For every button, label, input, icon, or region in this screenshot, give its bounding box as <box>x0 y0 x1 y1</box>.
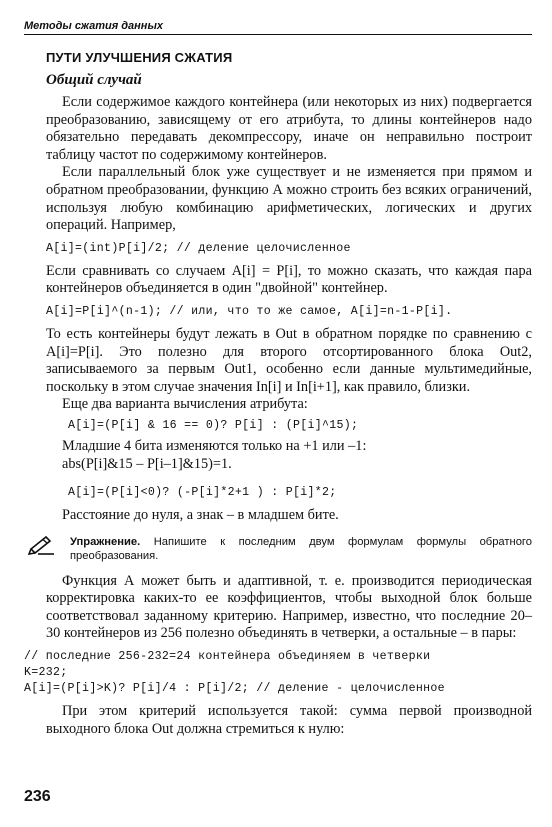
running-header: Методы сжатия данных <box>24 20 532 35</box>
code-line-4: A[i]=(P[i]<0)? (-P[i]*2+1 ) : P[i]*2; <box>68 486 337 500</box>
page-number: 236 <box>24 788 51 805</box>
section-title: ПУТИ УЛУЧШЕНИЯ СЖАТИЯ <box>46 50 233 65</box>
code-block-5: // последние 256-232=24 контейнера объединяем в четверки K=232; A[i]=(P[i]>K)? P[i]/4 : P[i]/2; // деление - целочисленное <box>24 650 445 696</box>
page-body <box>24 94 532 738</box>
paragraph-6a: Младшие 4 бита изменяются только на +1 или –1: <box>62 437 367 454</box>
subsection-title: Общий случай <box>46 72 142 88</box>
exercise-label: Упражнение. <box>70 535 141 548</box>
paragraph-1: Если содержимое каждого контейнера (или некоторых из них) подвергается преобразованию, зависящему от его атрибута, то длины контейнеров надо обязательно передавать декомпрессору, иначе он неправильно построит таблицу частот по содержимому контейнеров. <box>46 94 532 163</box>
code-line-1: A[i]=(int)P[i]/2; // деление целочисленное <box>46 241 351 255</box>
exercise-note <box>46 535 532 563</box>
paragraph-2: Если параллельный блок уже существует и не изменяется при прямом и обратном преобразовании, функцию А можно строить без всяких ограничений, используя любую комбинацию арифметических, логических и других операций. Например, <box>46 164 532 234</box>
exercise-text: Напишите к последним двум формулам формулы обратного преобразования. <box>70 535 532 562</box>
paragraph-6b: abs(P[i]&15 – P[i–1]&15)=1. <box>62 455 232 472</box>
paragraph-5: Еще два варианта вычисления атрибута: <box>62 396 308 413</box>
pencil-icon <box>28 533 56 555</box>
code-line-3: A[i]=(P[i] & 16 == 0)? P[i] : (P[i]^15); <box>68 418 359 432</box>
paragraph-8: Функция А может быть и адаптивной, т. е. производится периодическая корректировка каких-то ее коэффициентов, чтобы выходной блок больше соответствовал заданному критерию. Например, известно, что последние 20–30 контейнеров из 256 полезно объединять в четверки, а остальные – в пары: <box>46 572 532 642</box>
paragraph-3: Если сравнивать со случаем A[i] = P[i], то можно сказать, что каждая пара контейнеров объединяется в один "двойной" контейнер. <box>46 262 532 297</box>
code-line-2: A[i]=P[i]^(n-1); // или, что то же самое, A[i]=n-1-P[i]. <box>46 304 453 318</box>
paragraph-9: При этом критерий используется такой: сумма первой производной выходного блока Out должна стремиться к нулю: <box>46 703 532 737</box>
paragraph-4: То есть контейнеры будут лежать в Out в обратном порядке по сравнению с A[i]=P[i]. Это полезно для второго отсортированного блока Out2, записываемого за первым Out1, особенно если данные мультимедийные, поскольку в этом случае значения In[i] и In[i+1], как правило, близки. <box>46 325 532 395</box>
paragraph-7: Расстояние до нуля, а знак – в младшем бите. <box>62 507 339 524</box>
